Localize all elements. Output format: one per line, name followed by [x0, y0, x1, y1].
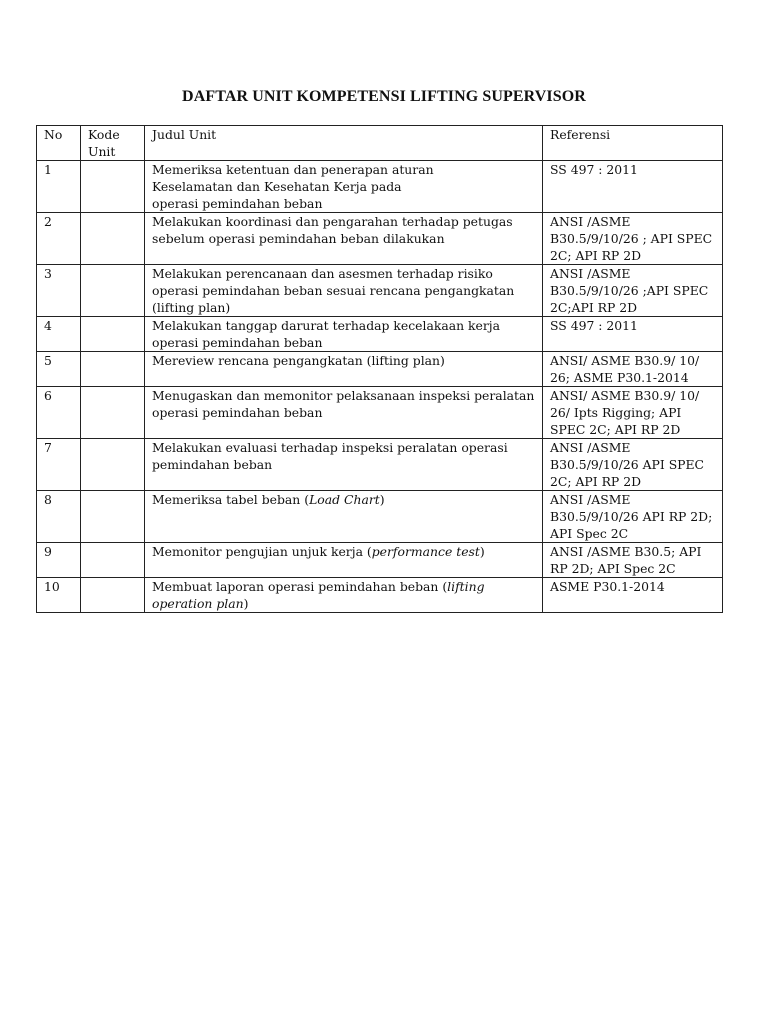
cell-referensi: ANSI /ASME B30.5/9/10/26 ; API SPEC 2C; API RP 2D [543, 213, 723, 265]
table-row [37, 578, 723, 613]
cell-kode-unit [81, 161, 145, 213]
cell-no: 7 [37, 439, 81, 491]
cell-judul-unit: Melakukan perencanaan dan asesmen terhadap risiko operasi pemindahan beban sesuai rencana pengangkatan (lifting plan) [145, 265, 543, 317]
table-row [37, 387, 723, 439]
header-no: No [37, 126, 81, 161]
cell-referensi: SS 497 : 2011 [543, 317, 723, 352]
cell-no: 6 [37, 387, 81, 439]
cell-kode-unit [81, 352, 145, 387]
cell-kode-unit [81, 439, 145, 491]
cell-judul-unit [145, 543, 543, 578]
cell-kode-unit [81, 213, 145, 265]
table-row [37, 439, 723, 491]
document-title: DAFTAR UNIT KOMPETENSI LIFTING SUPERVISOR [182, 88, 586, 105]
cell-kode-unit [81, 317, 145, 352]
cell-judul-unit [145, 161, 543, 213]
cell-referensi: ANSI /ASME B30.5/9/10/26 API RP 2D; API Spec 2C [543, 491, 723, 543]
cell-judul-unit [145, 578, 543, 613]
cell-no: 2 [37, 213, 81, 265]
header-judul-unit: Judul Unit [145, 126, 543, 161]
cell-judul-unit: Mereview rencana pengangkatan (lifting plan) [145, 352, 543, 387]
cell-referensi: ANSI /ASME B30.5; API RP 2D; API Spec 2C [543, 543, 723, 578]
cell-referensi: ANSI /ASME B30.5/9/10/26 ;API SPEC 2C;API RP 2D [543, 265, 723, 317]
cell-no: 4 [37, 317, 81, 352]
cell-judul-unit: Melakukan koordinasi dan pengarahan terhadap petugas sebelum operasi pemindahan beban dilakukan [145, 213, 543, 265]
judul-prefix: Membuat laporan operasi pemindahan beban ( [152, 579, 448, 594]
table-row [37, 491, 723, 543]
judul-prefix: Memeriksa tabel beban ( [152, 492, 310, 507]
cell-judul-unit: Menugaskan dan memonitor pelaksanaan inspeksi peralatan operasi pemindahan beban [145, 387, 543, 439]
cell-no: 9 [37, 543, 81, 578]
header-kode-unit: Kode Unit [81, 126, 145, 161]
judul-prefix: Memonitor pengujian unjuk kerja ( [152, 544, 372, 559]
cell-referensi: ANSI/ ASME B30.9/ 10/ 26; ASME P30.1-2014 [543, 352, 723, 387]
cell-no: 10 [37, 578, 81, 613]
cell-judul-unit: Melakukan tanggap darurat terhadap kecelakaan kerja operasi pemindahan beban [145, 317, 543, 352]
cell-judul-unit: Melakukan evaluasi terhadap inspeksi peralatan operasi pemindahan beban [145, 439, 543, 491]
cell-kode-unit [81, 265, 145, 317]
table-row [37, 543, 723, 578]
header-referensi: Referensi [543, 126, 723, 161]
table-header-row [37, 126, 723, 161]
table-row [37, 265, 723, 317]
cell-no: 8 [37, 491, 81, 543]
table-row [37, 161, 723, 213]
cell-no: 3 [37, 265, 81, 317]
table-row [37, 352, 723, 387]
table-row [37, 213, 723, 265]
cell-no: 1 [37, 161, 81, 213]
competency-units-table [36, 125, 723, 613]
judul-suffix: ) [379, 492, 385, 507]
cell-referensi: ANSI /ASME B30.5/9/10/26 API SPEC 2C; API RP 2D [543, 439, 723, 491]
judul-suffix: ) [243, 596, 249, 611]
cell-kode-unit [81, 543, 145, 578]
cell-referensi: ANSI/ ASME B30.9/ 10/ 26/ Ipts Rigging; API SPEC 2C; API RP 2D [543, 387, 723, 439]
judul-suffix: ) [479, 544, 485, 559]
cell-no: 5 [37, 352, 81, 387]
cell-referensi: ASME P30.1-2014 [543, 578, 723, 613]
cell-kode-unit [81, 387, 145, 439]
judul-italic-term: Load Chart [309, 492, 380, 507]
cell-kode-unit [81, 578, 145, 613]
cell-referensi: SS 497 : 2011 [543, 161, 723, 213]
cell-kode-unit [81, 491, 145, 543]
cell-judul-unit [145, 491, 543, 543]
table-row [37, 317, 723, 352]
judul-text: Memeriksa ketentuan dan penerapan aturan Keselamatan dan Kesehatan Kerja pada operasi pemindahan beban [152, 162, 434, 211]
judul-italic-term: performance test [371, 544, 480, 559]
judul-italic-term: lifting operation plan [152, 579, 485, 611]
